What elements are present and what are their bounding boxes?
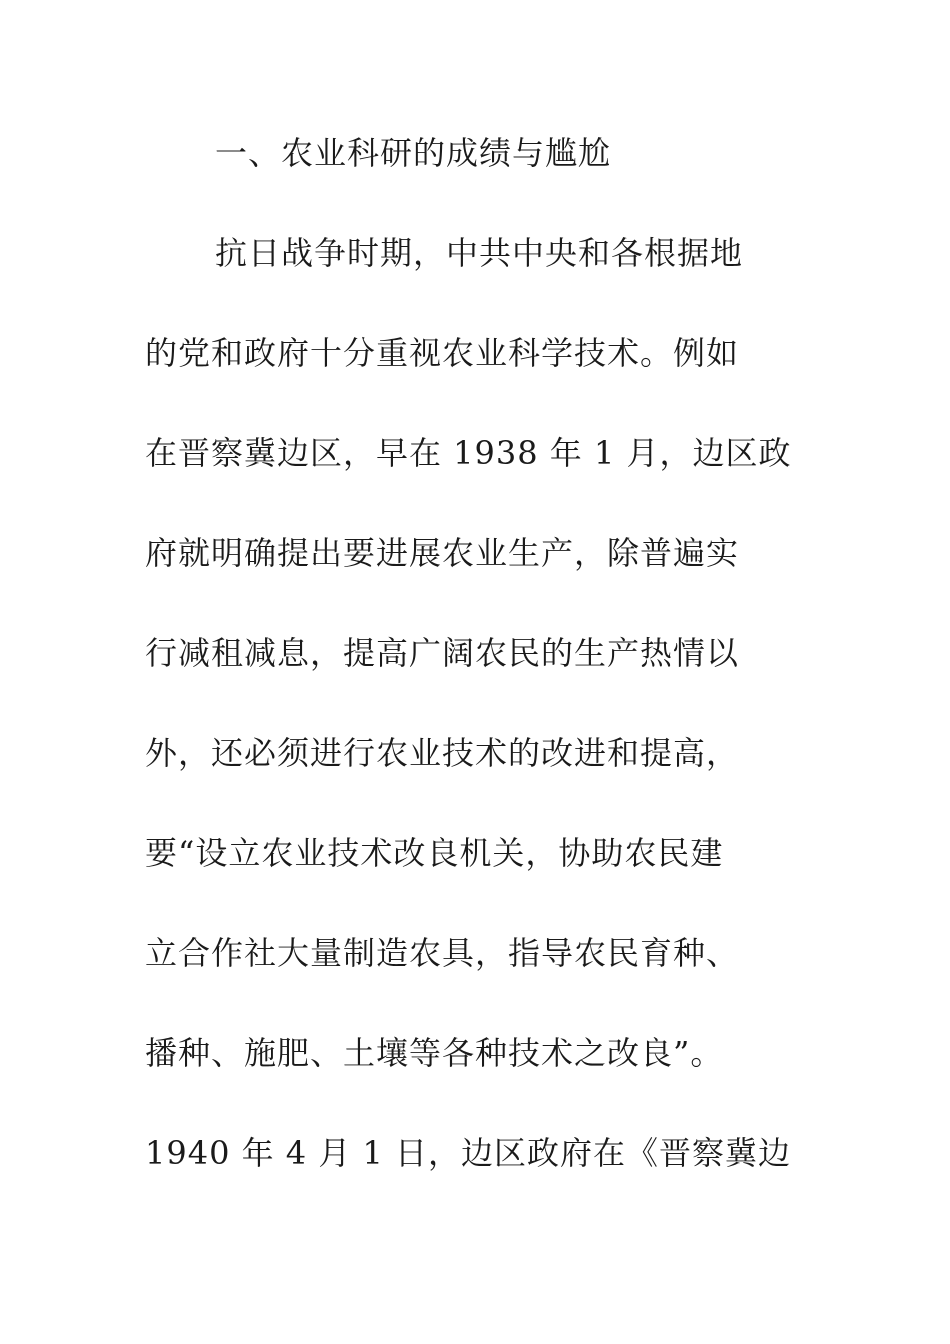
paragraph-line: 要“设立农业技术改良机关，协助农民建 xyxy=(145,834,724,872)
paragraph-line: 1940 年 4 月 1 日，边区政府在《晋察冀边 xyxy=(145,1134,792,1172)
section-heading: 一、农业科研的成绩与尴尬 xyxy=(215,134,612,172)
paragraph-line: 的党和政府十分重视农业科学技术。例如 xyxy=(145,334,740,372)
paragraph-line: 行减租减息，提高广阔农民的生产热情以 xyxy=(145,634,740,672)
paragraph-line: 府就明确提出要进展农业生产，除普遍实 xyxy=(145,534,740,572)
paragraph-line: 外，还必须进行农业技术的改进和提高， xyxy=(145,734,740,772)
paragraph-line: 在晋察冀边区，早在 1938 年 1 月，边区政 xyxy=(145,434,792,472)
paragraph-line: 播种、施肥、土壤等各种技术之改良”。 xyxy=(145,1034,724,1072)
paragraph-line: 立合作社大量制造农具，指导农民育种、 xyxy=(145,934,740,972)
paragraph-line: 抗日战争时期，中共中央和各根据地 xyxy=(215,234,744,272)
